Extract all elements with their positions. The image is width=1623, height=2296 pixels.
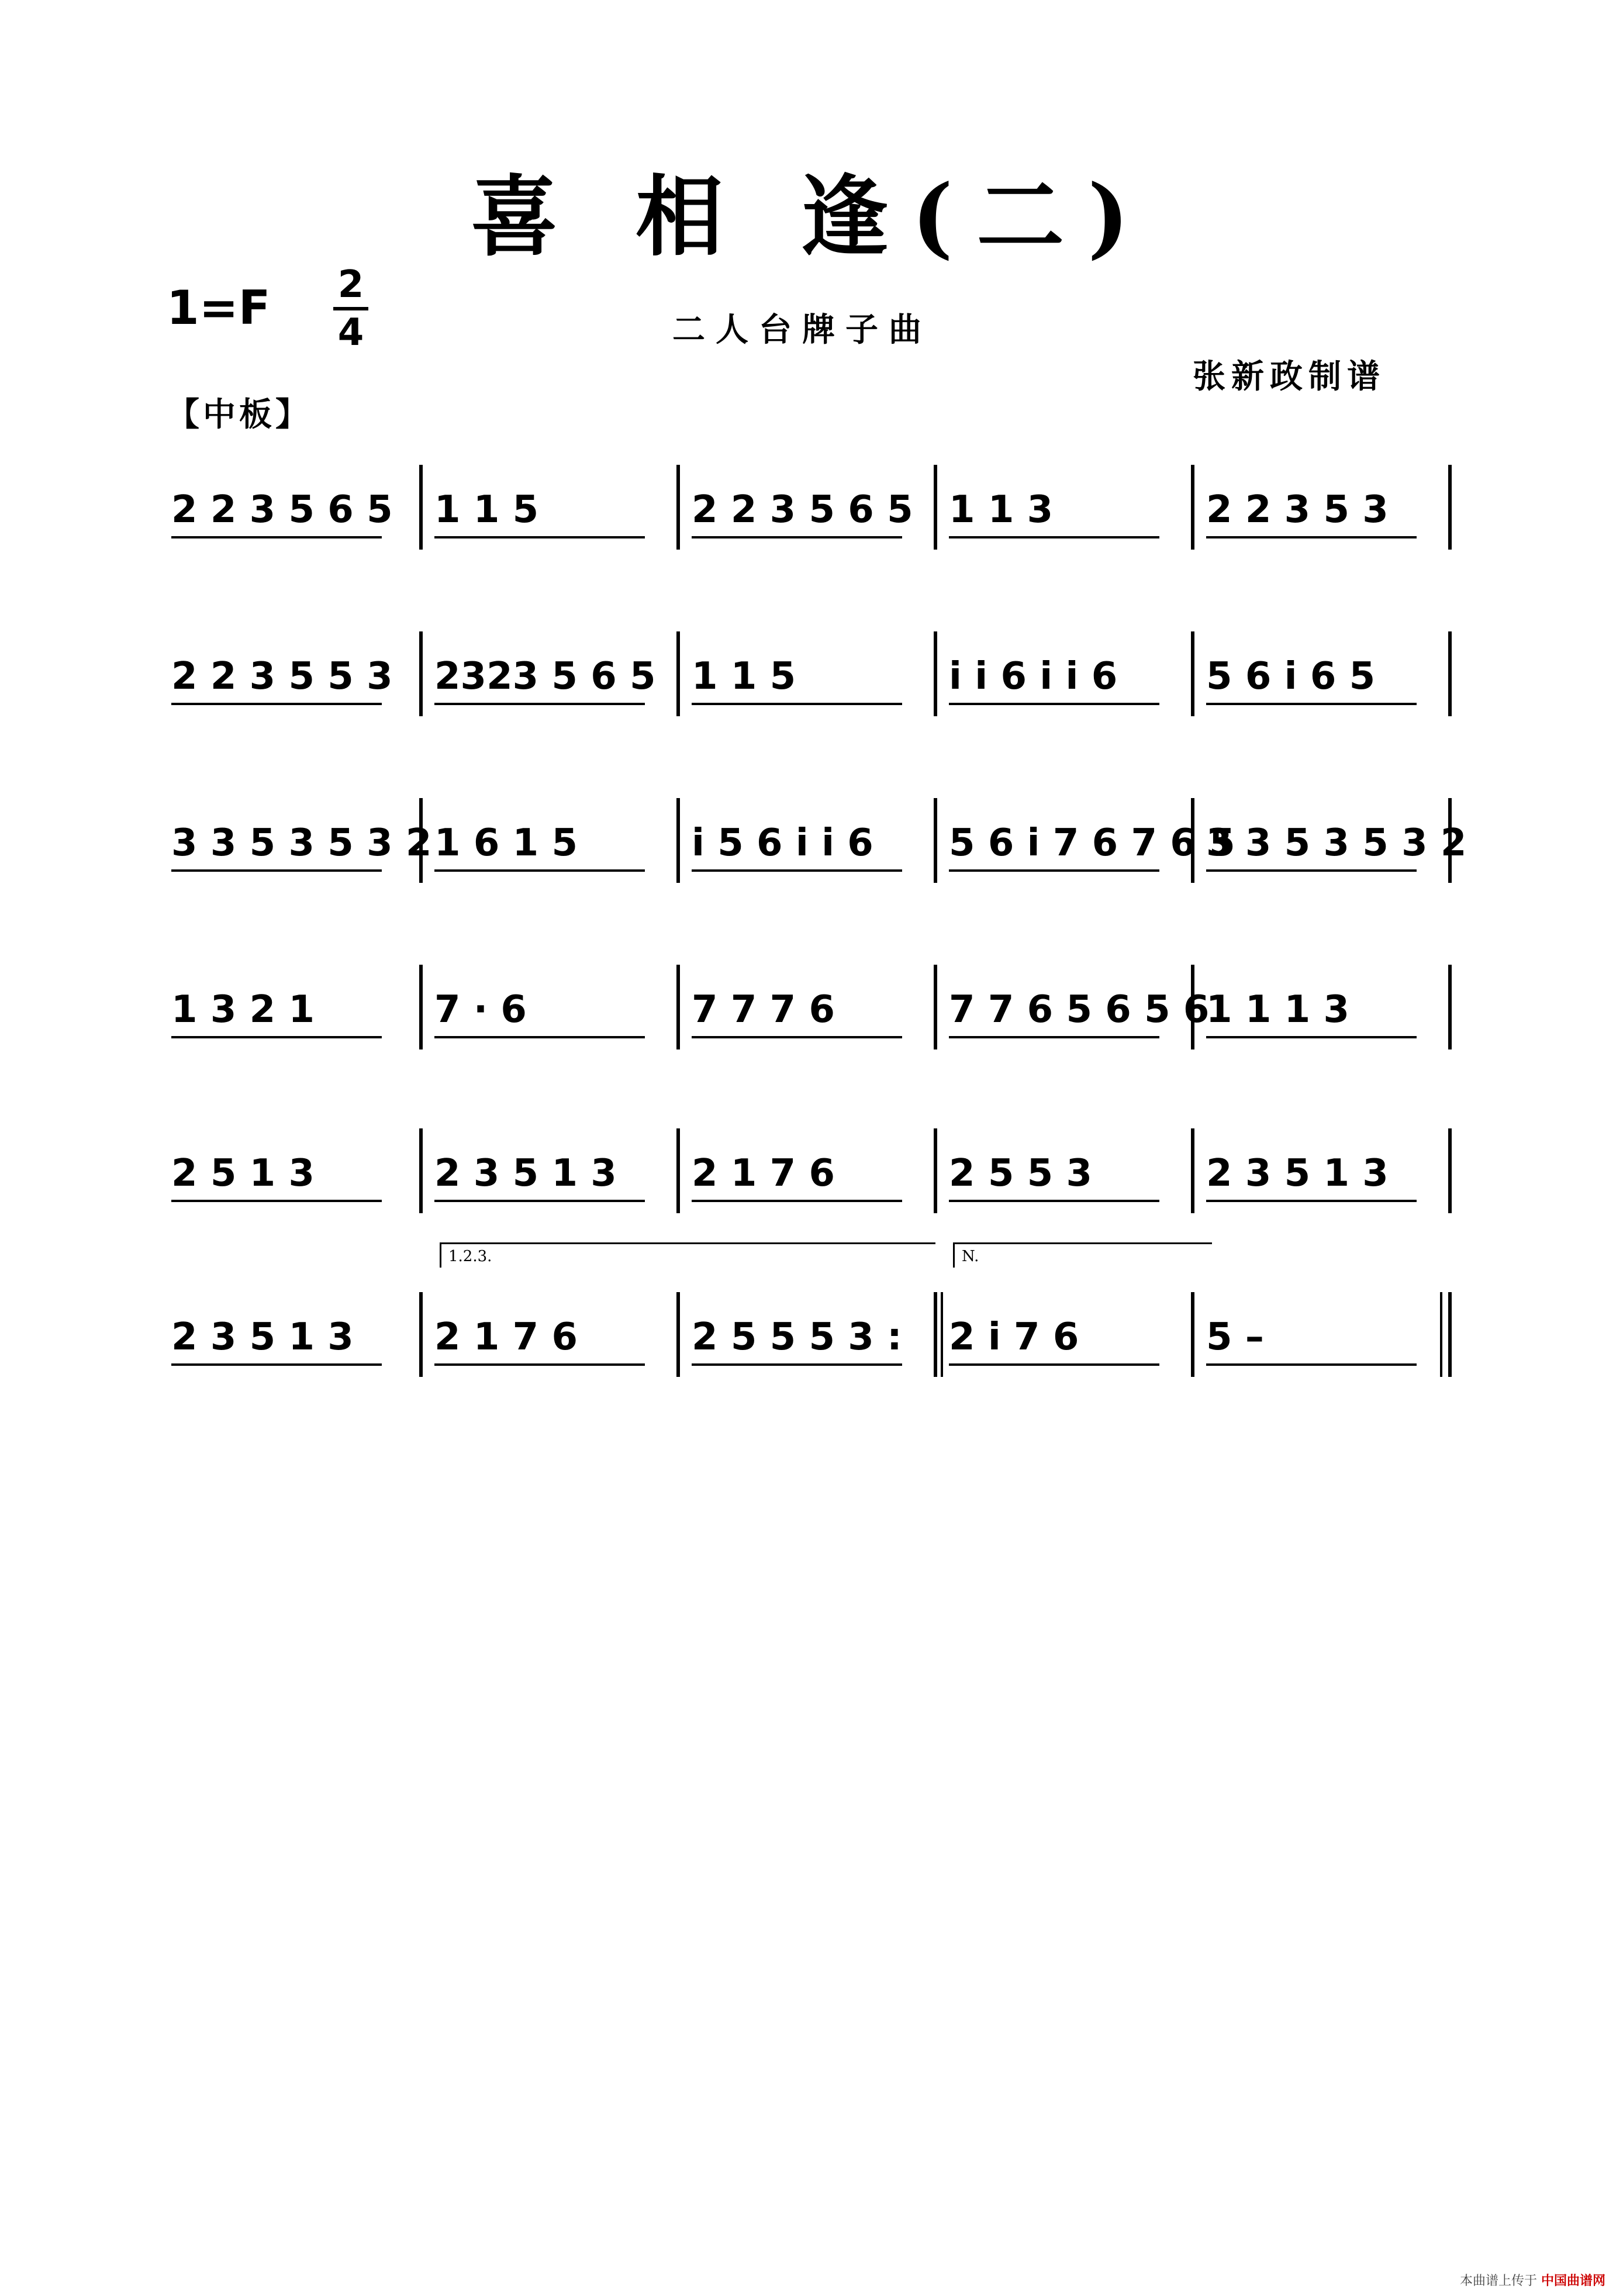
beam-line xyxy=(1206,703,1417,705)
barline xyxy=(419,1292,423,1377)
time-signature xyxy=(333,263,368,354)
measure xyxy=(949,488,1183,541)
beam-line xyxy=(434,536,645,538)
measure-notes: 1 6 1 5 xyxy=(434,821,578,865)
barline xyxy=(419,1128,423,1213)
measure-notes: 2 3 5 1 3 xyxy=(1206,1152,1389,1195)
barline xyxy=(419,965,423,1049)
score-row xyxy=(161,1292,1470,1386)
first-ending-bracket xyxy=(440,1242,935,1268)
measure-notes: 2 5 5 5 3 : xyxy=(692,1316,902,1359)
beam-line xyxy=(434,1363,645,1366)
score-row xyxy=(161,798,1470,892)
measure xyxy=(692,821,926,874)
time-bottom: 4 xyxy=(337,311,364,354)
measure xyxy=(171,488,411,541)
barline xyxy=(1191,465,1194,550)
measure xyxy=(1206,821,1467,874)
barline xyxy=(676,965,680,1049)
composer: 张新政制谱 xyxy=(1193,358,1386,396)
measure xyxy=(1206,655,1440,707)
beam-line xyxy=(949,1363,1159,1366)
beam-line xyxy=(692,1036,902,1038)
measure xyxy=(434,488,668,541)
measure-notes: 2 2 3 5 6 5 xyxy=(171,488,393,531)
barline xyxy=(1448,1128,1452,1213)
measure xyxy=(171,1316,411,1368)
measure xyxy=(1206,1152,1440,1204)
measure xyxy=(434,655,668,707)
beam-line xyxy=(1206,1036,1417,1038)
measure-notes: 2323 5 6 5 xyxy=(434,655,656,698)
beam-line xyxy=(1206,1200,1417,1202)
measure-notes: 2 5 1 3 xyxy=(171,1152,315,1195)
barline xyxy=(934,1292,937,1377)
measure xyxy=(1206,1316,1440,1368)
measure xyxy=(949,1152,1183,1204)
measure xyxy=(692,1152,926,1204)
beam-line xyxy=(434,1200,645,1202)
barline xyxy=(934,465,937,550)
barline xyxy=(676,1292,680,1377)
measure xyxy=(692,988,926,1041)
barline xyxy=(934,965,937,1049)
beam-line xyxy=(949,1036,1159,1038)
beam-line xyxy=(171,536,382,538)
measure xyxy=(171,988,411,1041)
barline xyxy=(419,631,423,716)
footer xyxy=(1460,2271,1605,2289)
measure xyxy=(949,821,1235,874)
beam-line xyxy=(692,869,902,872)
second-ending-bracket xyxy=(953,1242,1212,1268)
beam-line xyxy=(171,1363,382,1366)
barline xyxy=(676,798,680,883)
final-barline xyxy=(1440,1292,1442,1377)
measure-notes: 7 · 6 xyxy=(434,988,527,1031)
beam-line xyxy=(692,703,902,705)
barline xyxy=(1191,631,1194,716)
measure xyxy=(692,1316,926,1368)
barline xyxy=(676,465,680,550)
beam-line xyxy=(434,703,645,705)
key-signature: 1=F xyxy=(167,281,271,335)
measure xyxy=(1206,988,1440,1041)
measure-notes: i i 6 i i 6 xyxy=(949,655,1118,698)
beam-line xyxy=(434,1036,645,1038)
beam-line xyxy=(171,1200,382,1202)
barline xyxy=(1448,631,1452,716)
beam-line xyxy=(692,1200,902,1202)
beam-line xyxy=(949,703,1159,705)
barline xyxy=(934,631,937,716)
beam-line xyxy=(1206,1363,1417,1366)
measure xyxy=(171,1152,411,1204)
measure-notes: 2 i 7 6 xyxy=(949,1316,1079,1359)
measure xyxy=(434,1316,668,1368)
measure xyxy=(171,655,411,707)
score-row xyxy=(161,1128,1470,1222)
beam-line xyxy=(171,703,382,705)
measure-notes: 3 3 5 3 5 3 2 xyxy=(1206,821,1467,865)
measure xyxy=(434,1152,668,1204)
time-divider xyxy=(333,307,368,310)
beam-line xyxy=(949,869,1159,872)
measure-notes: 1 1 3 xyxy=(949,488,1054,531)
measure xyxy=(949,1316,1183,1368)
measure-notes: i 5 6 i i 6 xyxy=(692,821,873,865)
measure xyxy=(434,988,668,1041)
tempo-marking: 【中板】 xyxy=(167,396,312,434)
beam-line xyxy=(949,536,1159,538)
measure-notes: 2 1 7 6 xyxy=(692,1152,835,1195)
measure-notes: 2 1 7 6 xyxy=(434,1316,578,1359)
measure-notes: 5 6 i 6 5 xyxy=(1206,655,1376,698)
score-row xyxy=(161,965,1470,1058)
measure-notes: 5 6 i 7 6 7 6 5 xyxy=(949,821,1235,865)
beam-line xyxy=(1206,536,1417,538)
barline xyxy=(419,465,423,550)
measure-notes: 2 5 5 3 xyxy=(949,1152,1092,1195)
first-ending-label: 1.2.3. xyxy=(448,1248,492,1265)
barline xyxy=(676,1128,680,1213)
barline xyxy=(934,1128,937,1213)
second-ending-label: N. xyxy=(962,1248,979,1265)
measure-notes: 2 2 3 5 5 3 xyxy=(171,655,393,698)
barline xyxy=(1448,465,1452,550)
barline xyxy=(676,631,680,716)
repeat-barline xyxy=(941,1292,943,1377)
measure-notes: 1 3 2 1 xyxy=(171,988,315,1031)
score-row xyxy=(161,465,1470,558)
barline xyxy=(1448,1292,1452,1377)
footer-text: 本曲谱上传于 xyxy=(1459,2274,1537,2288)
measure xyxy=(692,488,926,541)
barline xyxy=(1448,965,1452,1049)
measure-notes: 7 7 7 6 xyxy=(692,988,835,1031)
beam-line xyxy=(171,869,382,872)
beam-line xyxy=(692,536,902,538)
barline xyxy=(934,798,937,883)
measure xyxy=(949,655,1183,707)
measure-notes: 3 3 5 3 5 3 2 xyxy=(171,821,432,865)
barline xyxy=(1191,1292,1194,1377)
measure xyxy=(1206,488,1440,541)
measure xyxy=(949,988,1210,1041)
score-row xyxy=(161,631,1470,725)
beam-line xyxy=(949,1200,1159,1202)
time-top: 2 xyxy=(337,263,364,306)
measure-notes: 2 3 5 1 3 xyxy=(171,1316,354,1359)
measure-notes: 1 1 5 xyxy=(692,655,796,698)
measure xyxy=(171,821,432,874)
measure-notes: 1 1 1 3 xyxy=(1206,988,1349,1031)
beam-line xyxy=(171,1036,382,1038)
beam-line xyxy=(692,1363,902,1366)
measure-notes: 2 2 3 5 6 5 xyxy=(692,488,913,531)
measure-notes: 7 7 6 5 6 5 6 xyxy=(949,988,1210,1031)
measure-notes: 2 2 3 5 3 xyxy=(1206,488,1389,531)
measure-notes: 1 1 5 xyxy=(434,488,539,531)
page-title: 喜 相 逢(二) xyxy=(470,165,1153,268)
beam-line xyxy=(434,869,645,872)
measure xyxy=(434,821,668,874)
subtitle: 二人台牌子曲 xyxy=(672,311,932,349)
barline xyxy=(1191,1128,1194,1213)
footer-brand: 中国曲谱网 xyxy=(1541,2274,1605,2288)
measure-notes: 5 – xyxy=(1206,1316,1264,1359)
measure xyxy=(692,655,926,707)
measure-notes: 2 3 5 1 3 xyxy=(434,1152,617,1195)
beam-line xyxy=(1206,869,1417,872)
